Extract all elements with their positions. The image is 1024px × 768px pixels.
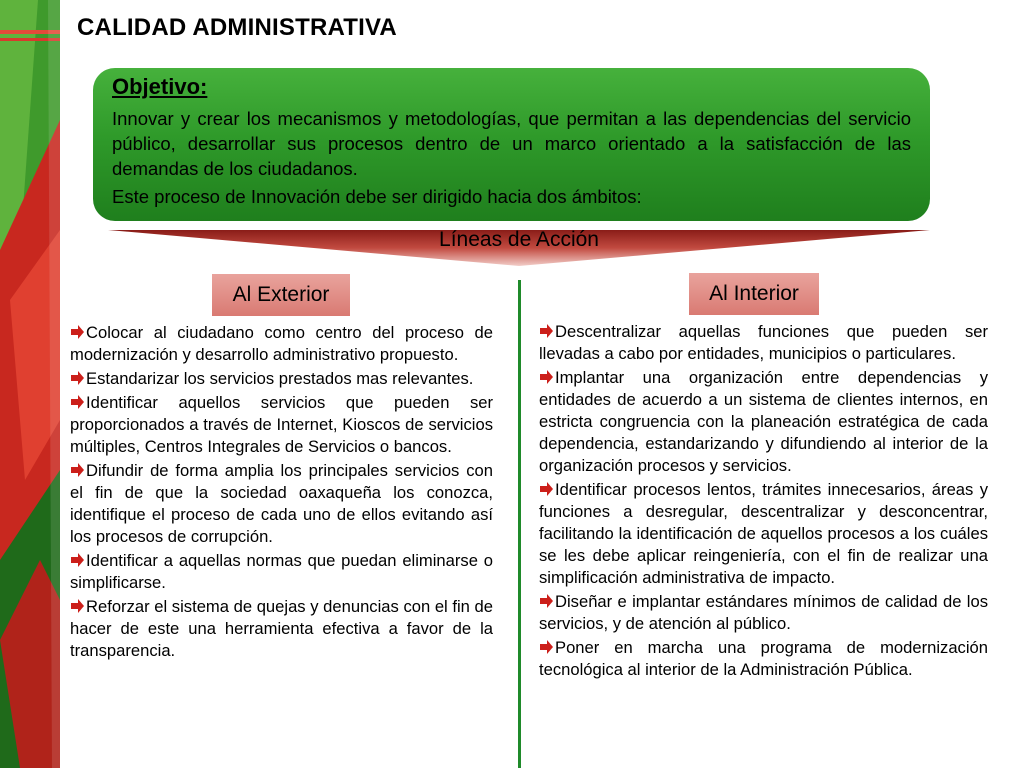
- exterior-list: [70, 322, 493, 664]
- list-item-text: Descentralizar aquellas funciones que pueden ser llevadas a cabo por entidades, municipios o particulares.: [539, 322, 988, 363]
- banner-label: Líneas de Acción: [439, 228, 599, 251]
- list-item-text: Implantar una organización entre dependencias y entidades de acuerdo a un sistema de clientes internos, en estricta congruencia con la planeación estratégica de cada dependencia, estandarizando y difundiendo al interior de la organización procesos y servicios.: [539, 368, 988, 475]
- list-item: [539, 367, 988, 477]
- page-title: CALIDAD ADMINISTRATIVA: [77, 14, 397, 41]
- objective-box: [93, 68, 930, 221]
- list-item: [70, 368, 493, 390]
- objective-heading: Objetivo:: [112, 74, 208, 99]
- list-item: [70, 596, 493, 662]
- list-item-text: Diseñar e implantar estándares mínimos de calidad de los servicios, y de atención al público.: [539, 592, 988, 633]
- list-item-text: Reforzar el sistema de quejas y denuncias con el fin de hacer de este una herramienta efectiva a favor de la transparencia.: [70, 597, 493, 660]
- arrow-bullet-icon: [70, 325, 85, 339]
- objective-scope-text: Este proceso de Innovación debe ser dirigido hacia dos ámbitos:: [112, 186, 642, 207]
- column-divider: [518, 280, 521, 768]
- al-exterior-label: Al Exterior: [212, 274, 350, 316]
- objective-text: Innovar y crear los mecanismos y metodologías, que permitan a las dependencias del servicio público, desarrollar sus procesos dentro de un marco orientado a la satisfacción de las demandas de los ciudadanos.: [112, 108, 911, 179]
- list-item-text: Difundir de forma amplia los principales servicios con el fin de que la sociedad oaxaqueña los conozca, identifique el proceso de cada uno de ellos evitando así los procesos de corrupción.: [70, 461, 493, 546]
- list-item: [70, 460, 493, 548]
- lineas-de-accion-banner: [108, 228, 930, 268]
- list-item-text: Estandarizar los servicios prestados mas relevantes.: [86, 369, 474, 388]
- interior-list: [539, 321, 988, 683]
- list-item: [539, 479, 988, 589]
- arrow-bullet-icon: [539, 482, 554, 496]
- list-item: [539, 637, 988, 681]
- arrow-bullet-icon: [539, 594, 554, 608]
- list-item-text: Identificar aquellos servicios que pueden ser proporcionados a través de Internet, Kioscos de servicios múltiples, Centros Integrales de Servicios o bancos.: [70, 393, 493, 456]
- list-item-text: Colocar al ciudadano como centro del proceso de modernización y desarrollo administrativo propuesto.: [70, 323, 493, 364]
- list-item-text: Identificar a aquellas normas que puedan eliminarse o simplificarse.: [70, 551, 493, 592]
- list-item: [70, 550, 493, 594]
- list-item: [539, 591, 988, 635]
- list-item: [70, 392, 493, 458]
- arrow-bullet-icon: [70, 463, 85, 477]
- arrow-bullet-icon: [70, 395, 85, 409]
- list-item-text: Identificar procesos lentos, trámites innecesarios, áreas y funciones a desregular, descentralizar y desconcentrar, facilitando la identificación de aquellos procesos a los cuáles se les debe aplicar reingeniería, con el fin de realizar una simplificación administrativa de impacto.: [539, 480, 988, 587]
- list-item-text: Poner en marcha una programa de modernización tecnológica al interior de la Administración Pública.: [539, 638, 988, 679]
- list-item: [539, 321, 988, 365]
- al-interior-label: Al Interior: [689, 273, 819, 315]
- arrow-bullet-icon: [70, 371, 85, 385]
- arrow-bullet-icon: [539, 324, 554, 338]
- arrow-bullet-icon: [70, 553, 85, 567]
- arrow-bullet-icon: [539, 640, 554, 654]
- decorative-left-stripe: [0, 0, 60, 768]
- list-item: [70, 322, 493, 366]
- arrow-bullet-icon: [539, 370, 554, 384]
- arrow-bullet-icon: [70, 599, 85, 613]
